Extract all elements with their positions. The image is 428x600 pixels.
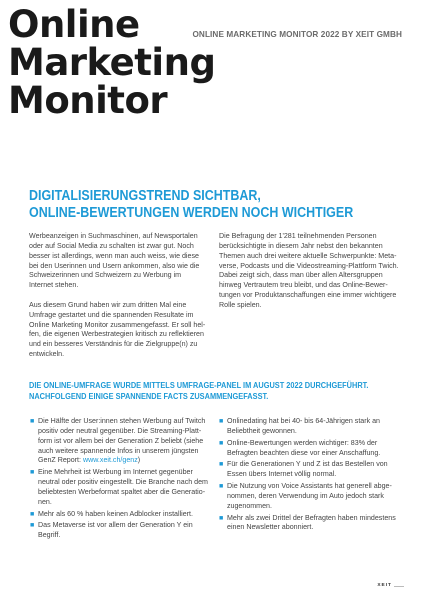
- fact-item: [219, 417, 401, 437]
- bullet-icon: ■: [30, 417, 35, 425]
- facts-list-left: [30, 417, 212, 543]
- fact-text: Onlinedating hat bei 40- bis 64-Jährigen stark an Beliebtheit gewonnen.: [227, 417, 381, 435]
- bullet-icon: ■: [219, 417, 224, 425]
- facts-heading-line-2: NACHFOLGEND EINIGE SPANNENDE FACTS ZUSAMMENGEFASST.: [29, 390, 269, 401]
- intro-paragraph: Die Befragung der 1'281 teilnehmenden Personen berücksichtigte in diesem Jahr nebst den bekannten Themen auch drei weitere aktuelle Schwerpunkte: Metaverse, Podcasts und die Videostreaming-Plattform Twich. Dabei zeigt sich, dass man über allen Altersgruppen hinweg Vertrautem treu bleibt, und das Online-Bewertungen vor Produktanschaffungen eine immer wichtigere Rolle spielen.: [219, 232, 399, 309]
- fact-text: Die Nutzung von Voice Assistants hat generell abgenommen, deren Verwendung im Auto jedoch stark zugenommen.: [227, 482, 392, 510]
- fact-text: Mehr als zwei Drittel der Befragten haben mindestens einen Newsletter abonniert.: [227, 513, 396, 532]
- facts-heading-line-1: DIE ONLINE-UMFRAGE WURDE MITTELS UMFRAGE-PANEL IM AUGUST 2022 DURCHGEFÜHRT.: [29, 380, 369, 390]
- fact-item: [219, 439, 401, 459]
- headline-line-1: DIGITALISIERUNGSTREND SICHTBAR,: [29, 188, 261, 204]
- main-title-line-1: Online: [8, 3, 140, 46]
- fact-item: [219, 482, 401, 512]
- fact-text: Das Metaverse ist vor allem der Generation Y ein Begriff.: [38, 521, 193, 540]
- fact-text-suffix: ): [137, 456, 141, 465]
- fact-text: Eine Mehrheit ist Werbung im Internet gegenüber neutral oder positiv eingestellt. Die Branche nach dem beliebtesten Werbeformat spaltet aber die Generationen.: [38, 468, 208, 506]
- fact-item: [219, 460, 401, 480]
- facts-section-heading: [29, 380, 373, 402]
- fact-item: [30, 468, 212, 507]
- intro-column-right: [219, 232, 401, 321]
- intro-paragraph: Werbeanzeigen in Suchmaschinen, auf Newsportalen oder auf Social Media zu schalten ist zwar gut. Noch besser ist allerdings, wenn man auch weiss, wie diese bei den Userinnen und Usern ankommen, also wie die Schweizerinnen und Schweizern zu Werbung im Internet stehen.: [29, 232, 200, 290]
- fact-text: Für die Generationen Y und Z ist das Bestellen von Essen übers Internet völlig normal.: [227, 460, 388, 479]
- fact-item: [30, 510, 212, 520]
- section-headline: [29, 188, 356, 222]
- bullet-icon: ■: [30, 521, 35, 530]
- bullet-icon: ■: [219, 513, 224, 522]
- main-title-line-2: Marketing: [8, 41, 216, 84]
- bullet-icon: ■: [219, 438, 224, 447]
- fact-text: Die Hälfte der User:innen stehen Werbung auf Twitch positiv oder neutral gegenüber. Die Streaming-Plattform ist vor allem bei der Generation Z beliebt (siehe auch weitere spannende Infos in unserem jüngsten GenZ Report:: [38, 417, 206, 465]
- fact-item: [219, 514, 401, 534]
- main-title: [8, 3, 216, 122]
- intro-paragraph: Aus diesem Grund haben wir zum dritten Mal eine Umfrage gestartet und die spannenden Resultate im Online Marketing Monitor zusammengefasst. Er soll helfen, die eigenen Werbestrategien kritisch zu reflektieren und ein besseres Verständnis für die Zielgruppe(n) zu entwickeln.: [29, 300, 206, 359]
- genz-report-link[interactable]: www.xeit.ch/genz: [82, 456, 138, 465]
- facts-list-right: [219, 417, 401, 535]
- headline-line-2: ONLINE-BEWERTUNGEN WERDEN NOCH WICHTIGER: [29, 205, 354, 221]
- fact-item: [30, 417, 212, 466]
- intro-column-left: [29, 232, 207, 370]
- bullet-icon: ■: [30, 509, 35, 518]
- bullet-icon: ■: [219, 482, 224, 491]
- footer-divider: [394, 586, 404, 587]
- report-subtitle: ONLINE MARKETING MONITOR 2022 BY XEIT GMBH: [192, 30, 402, 39]
- bullet-icon: ■: [30, 468, 35, 477]
- fact-item: [30, 521, 212, 541]
- bullet-icon: ■: [219, 460, 224, 469]
- main-title-line-3: Monitor: [8, 79, 168, 122]
- footer-logo: XEIT: [377, 583, 392, 588]
- fact-text: Mehr als 60 % haben keinen Adblocker installiert.: [38, 509, 193, 518]
- fact-text: Online-Bewertungen werden wichtiger: 83% der Befragten beachten diese vor einer Anschaffung.: [227, 438, 381, 457]
